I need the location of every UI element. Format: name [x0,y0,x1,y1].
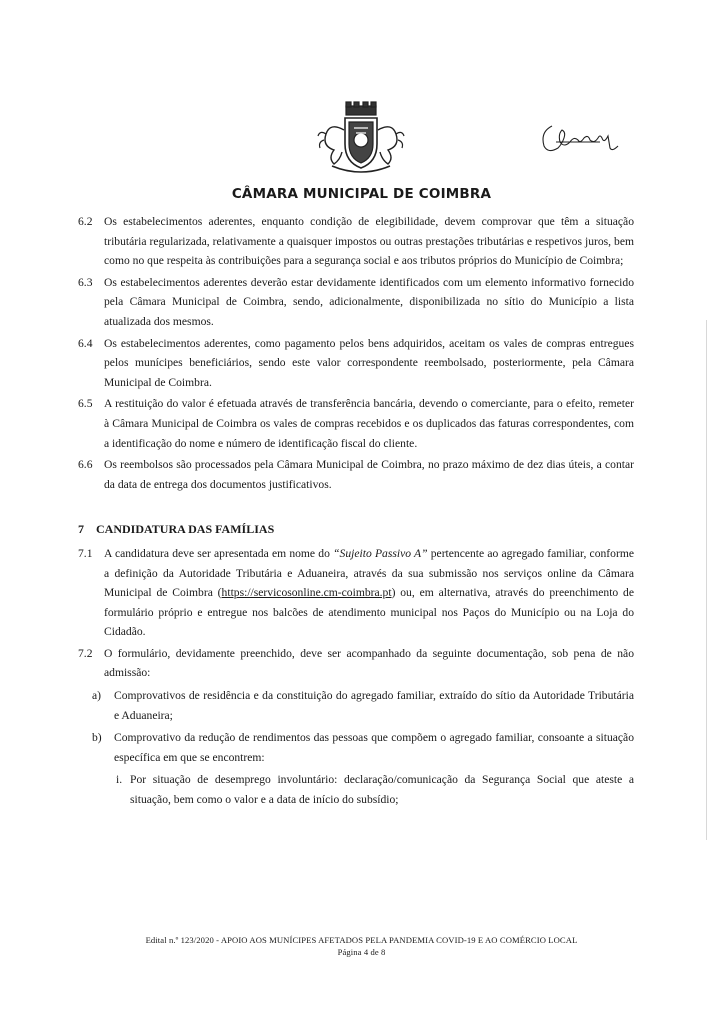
clause-7-1 [78,544,634,642]
clause-6-6 [78,455,634,494]
list-item-text: Por situação de desemprego involuntário: declaração/comunicação da Segurança Social que ateste a situação, bem como o valor e a data de início do subsídio; [130,773,634,807]
list-item-a [92,686,634,725]
page-title: CÂMARA MUNICIPAL DE COIMBRA [231,186,492,202]
list-item-text: Comprovativo da redução de rendimentos das pessoas que compõem o agregado familiar, consoante a situação específica em que se encontrem: [114,731,634,764]
footer-edital-title: Edital n.º 123/2020 - APOIO AOS MUNÍCIPES AFETADOS PELA PANDEMIA COVID-19 E AO COMÉRCIO LOCAL [145,935,578,945]
section-number: 7 [78,522,84,537]
document-body [78,212,634,810]
clause-text: A restituição do valor é efetuada através de transferência bancária, devendo o comerciante, para o efeito, remeter à Câmara Municipal de Coimbra os vales de compras recebidos e os duplicados das faturas correspondentes, com a identificação do nome e número de identificação fiscal do cliente. [104,397,634,450]
clause-6-5 [78,394,634,453]
coimbra-coat-of-arms-icon [312,100,410,178]
clause-text: Os estabelecimentos aderentes deverão estar devidamente identificados com um elemento informativo fornecido pela Câmara Municipal de Coimbra, sendo, adicionalmente, disponibilizada no sítio do Município a lista atualizada dos mesmos. [104,275,634,328]
clause-7-2 [78,644,634,683]
clause-text-start: A candidatura deve ser apresentada em nome do [104,546,334,560]
sujeito-passivo-emphasis: “Sujeito Passivo A” [333,546,428,560]
footer-page-number: Página 4 de 8 [337,947,386,957]
list-marker: i. [116,773,123,787]
clause-text: Os reembolsos são processados pela Câmara Municipal de Coimbra, no prazo máximo de dez dias úteis, a contar da data de entrega dos documentos justificativos. [104,458,634,491]
clause-text-end: ) ou, em alternativa, através do preenchimento de formulário próprio e entregue nos balcões de atendimento municipal nos Paços do Município ou na Loja do Cidadão. [104,586,634,639]
clause-number: 6.2 [78,215,93,228]
list-item-text: Comprovativos de residência e da constituição do agregado familiar, extraído do sítio da Autoridade Tributária e Aduaneira; [114,689,634,722]
clause-6-4 [78,334,634,393]
list-marker: a) [92,689,102,703]
list-item-b [92,728,634,767]
clause-6-3 [78,273,634,332]
list-item-i [116,770,634,809]
clause-number: 7.2 [78,646,93,660]
section-heading [78,520,634,540]
clause-number: 6.6 [78,458,93,472]
clause-number: 6.5 [78,397,93,411]
clause-text: Os estabelecimentos aderentes, enquanto condição de elegibilidade, devem comprovar que têm a situação tributária regularizada, relativamente a quaisquer impostos ou outras prestações tributárias e respetivos juros, bem como no que respeita às contribuições para a segurança social e aos tributos próprios do Município de Coimbra; [104,215,634,268]
clause-number: 6.4 [78,336,93,350]
online-services-link[interactable]: https://servicosonline.cm-coimbra.pt [221,586,392,600]
clause-number: 7.1 [78,546,93,560]
list-marker: b) [92,731,102,745]
section-title: CANDIDATURA DAS FAMÍLIAS [96,522,275,537]
page-footer [0,934,723,958]
clause-text: Os estabelecimentos aderentes, como pagamento pelos bens adquiridos, aceitam os vales de compras entregues pelos munícipes beneficiários, sendo este valor correspondente reembolsado, posteriormente, pela Câmara Municipal de Coimbra. [104,336,634,389]
scan-edge-divider [706,320,707,840]
clause-text-middle: pertencente ao agregado familiar, conforme a definição da Autoridade Tributária e Aduaneira, através da sua submissão nos serviços online da Câmara Municipal de Coimbra ( [104,546,634,600]
clause-number: 6.3 [78,275,93,289]
handwritten-signature-icon [538,118,620,158]
clause-6-2 [78,212,634,271]
clause-text: O formulário, devidamente preenchido, deve ser acompanhado da seguinte documentação, sob pena de não admissão: [104,646,634,680]
